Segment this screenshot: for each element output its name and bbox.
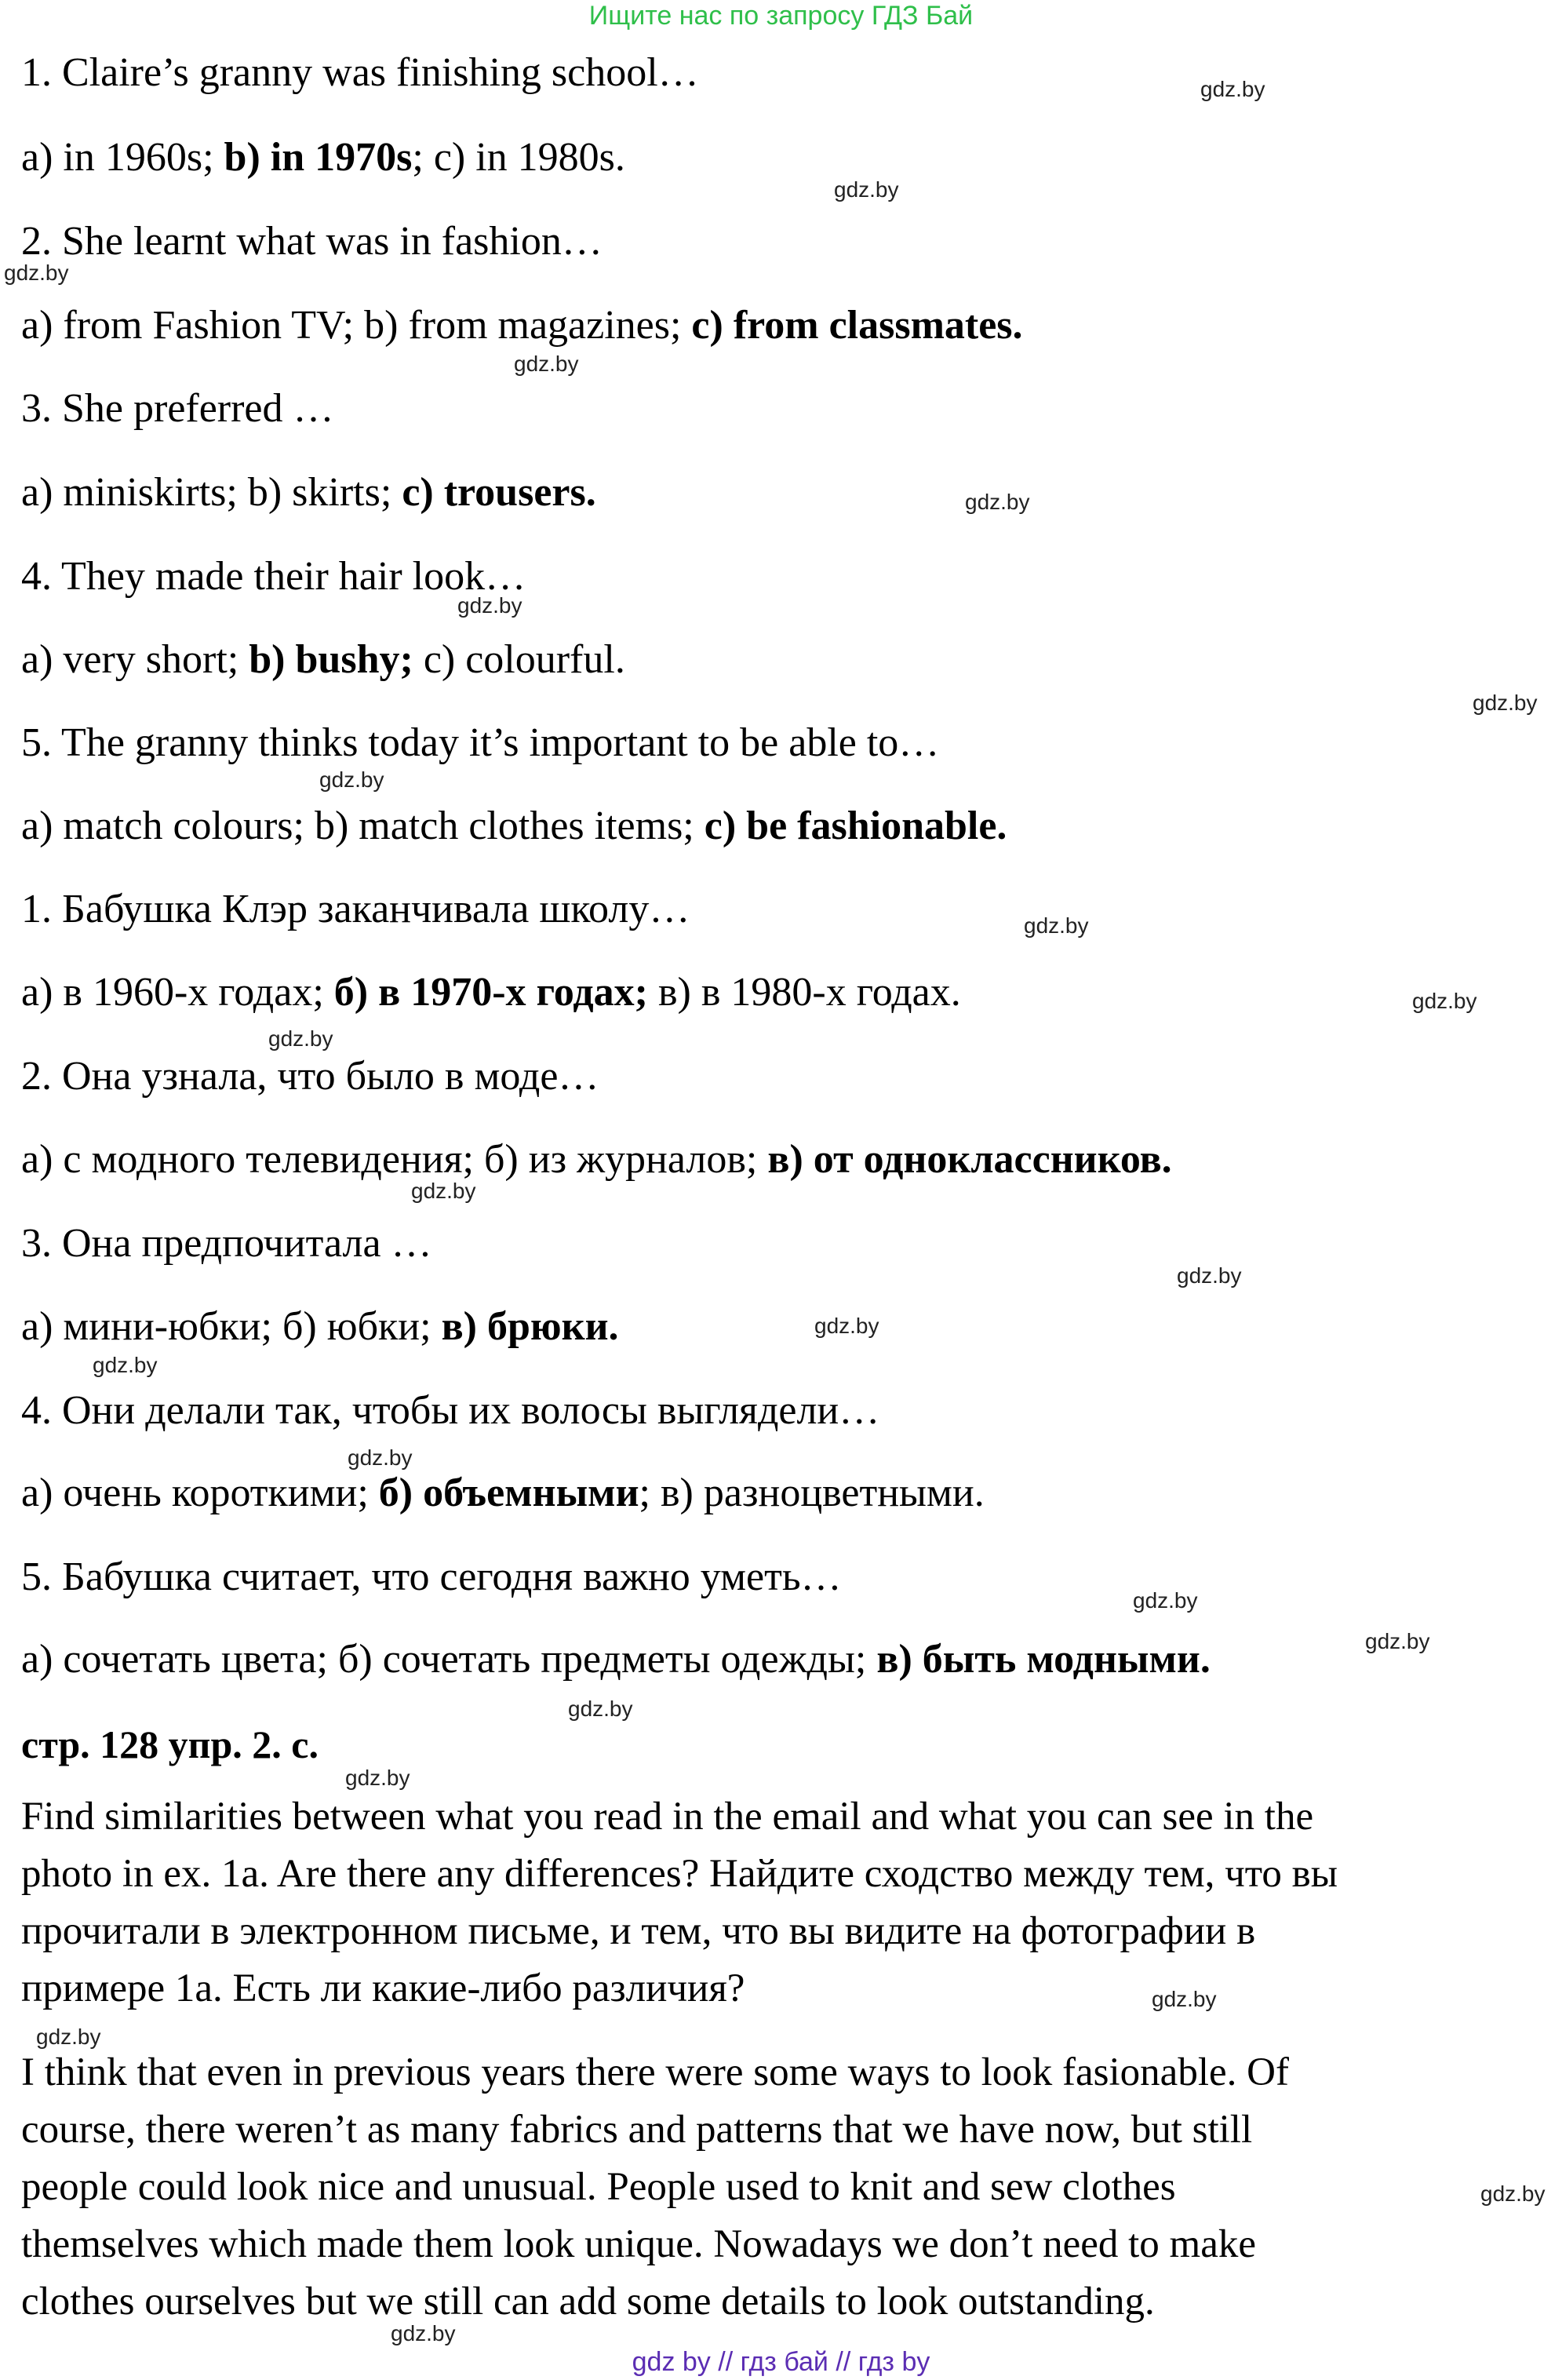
english-question-1: 1. Claire’s granny was finishing school… bbox=[21, 50, 699, 95]
watermark: gdz.by bbox=[1412, 989, 1477, 1013]
russian-answer-5: а) сочетать цвета; б) сочетать предметы одежды; в) быть модными. bbox=[21, 1637, 1211, 1682]
russian-question-3: 3. Она предпочитала … bbox=[21, 1221, 432, 1266]
watermark: gdz.by bbox=[93, 1353, 158, 1377]
watermark: gdz.by bbox=[1024, 913, 1089, 938]
task-line-4: примере 1a. Есть ли какие-либо различия? bbox=[21, 1966, 745, 2010]
watermark: gdz.by bbox=[345, 1766, 410, 1790]
watermark: gdz.by bbox=[411, 1179, 476, 1203]
watermark: gdz.by bbox=[1177, 1263, 1242, 1288]
watermark: gdz.by bbox=[319, 767, 384, 792]
russian-question-2: 2. Она узнала, что было в моде… bbox=[21, 1054, 599, 1099]
answer-line-2: course, there weren’t as many fabrics and patterns that we have now, but still bbox=[21, 2108, 1253, 2152]
task-line-1: Find similarities between what you read in the email and what you can see in the bbox=[21, 1795, 1314, 1839]
exercise-heading: стр. 128 упр. 2. с. bbox=[21, 1722, 319, 1766]
english-question-3: 3. She preferred … bbox=[21, 386, 334, 431]
watermark: gdz.by bbox=[514, 352, 579, 376]
watermark: gdz.by bbox=[391, 2321, 456, 2345]
russian-question-5: 5. Бабушка считает, что сегодня важно уметь… bbox=[21, 1554, 842, 1599]
task-line-3: прочитали в электронном письме, и тем, что вы видите на фотографии в bbox=[21, 1909, 1256, 1953]
english-question-2: 2. She learnt what was in fashion… bbox=[21, 219, 603, 264]
russian-answer-2: а) с модного телевидения; б) из журналов; в) от одноклассников. bbox=[21, 1137, 1172, 1182]
watermark: gdz.by bbox=[834, 177, 899, 202]
watermark: gdz.by bbox=[965, 490, 1030, 514]
russian-question-1: 1. Бабушка Клэр заканчивала школу… bbox=[21, 887, 690, 931]
top-banner-link[interactable]: Ищите нас по запросу ГДЗ Бай bbox=[588, 1, 974, 31]
english-question-5: 5. The granny thinks today it’s important to be able to… bbox=[21, 720, 940, 765]
task-line-2: photo in ex. 1a. Are there any differences? Найдите сходство между тем, что вы bbox=[21, 1852, 1338, 1896]
watermark: gdz.by bbox=[348, 1445, 413, 1470]
russian-answer-3: а) мини-юбки; б) юбки; в) брюки. bbox=[21, 1304, 619, 1349]
english-answer-3: a) miniskirts; b) skirts; c) trousers. bbox=[21, 470, 596, 515]
answer-line-1: I think that even in previous years there were some ways to look fasionable. Of bbox=[21, 2050, 1289, 2094]
answer-line-5: clothes ourselves but we still can add some details to look outstanding. bbox=[21, 2280, 1155, 2324]
watermark: gdz.by bbox=[1365, 1629, 1430, 1653]
answer-line-4: themselves which made them look unique. Nowadays we don’t need to make bbox=[21, 2222, 1257, 2266]
watermark: gdz.by bbox=[1200, 77, 1265, 101]
watermark: gdz.by bbox=[568, 1697, 633, 1721]
watermark: gdz.by bbox=[268, 1026, 333, 1051]
russian-answer-4: а) очень короткими; б) объемными; в) разноцветными. bbox=[21, 1471, 985, 1515]
watermark: gdz.by bbox=[1133, 1588, 1198, 1613]
english-question-4: 4. They made their hair look… bbox=[21, 554, 526, 599]
russian-question-4: 4. Они делали так, чтобы их волосы выглядели… bbox=[21, 1388, 880, 1433]
english-answer-2: a) from Fashion TV; b) from magazines; c) from classmates. bbox=[21, 303, 1023, 348]
footer-links[interactable]: gdz by // гдз бай // гдз by bbox=[632, 2347, 930, 2377]
watermark: gdz.by bbox=[814, 1314, 879, 1338]
watermark: gdz.by bbox=[1480, 2181, 1546, 2206]
english-answer-5: a) match colours; b) match clothes items; c) be fashionable. bbox=[21, 804, 1007, 848]
watermark: gdz.by bbox=[4, 261, 69, 285]
answer-line-3: people could look nice and unusual. People used to knit and sew clothes bbox=[21, 2165, 1176, 2209]
watermark: gdz.by bbox=[1473, 691, 1538, 715]
watermark: gdz.by bbox=[36, 2025, 101, 2049]
watermark: gdz.by bbox=[457, 593, 522, 618]
english-answer-4: a) very short; b) bushy; c) colourful. bbox=[21, 637, 625, 682]
english-answer-1: a) in 1960s; b) in 1970s; c) in 1980s. bbox=[21, 135, 625, 180]
russian-answer-1: а) в 1960-х годах; б) в 1970-х годах; в) в 1980-х годах. bbox=[21, 970, 961, 1015]
watermark: gdz.by bbox=[1152, 1987, 1217, 2011]
